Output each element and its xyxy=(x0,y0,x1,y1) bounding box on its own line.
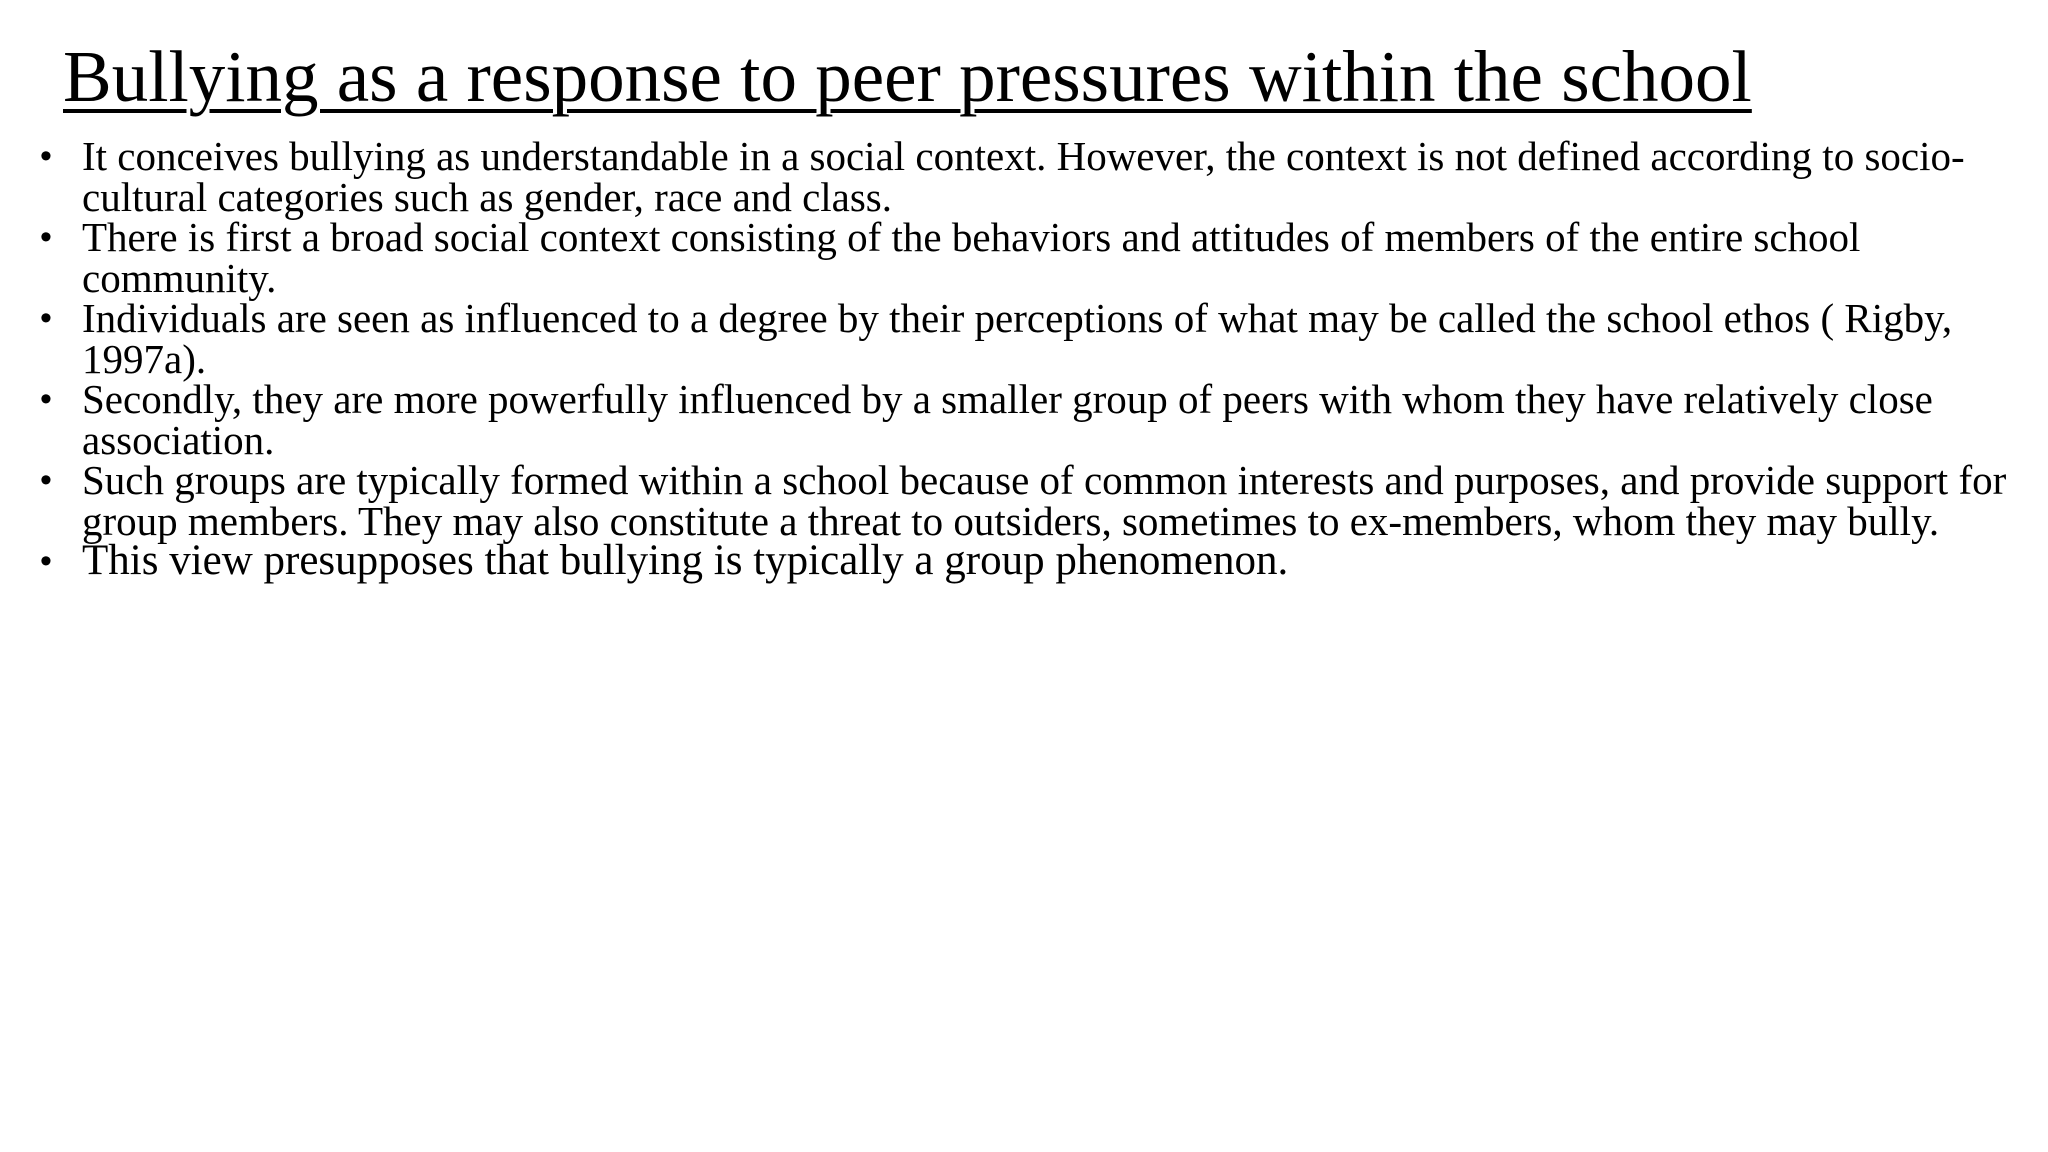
bullet-dot-icon: • xyxy=(40,137,52,175)
bullet-item xyxy=(40,133,2015,220)
bullet-text: There is first a broad social context consisting of the behaviors and attitudes of members of the entire school community. xyxy=(82,214,1861,301)
bullet-item xyxy=(40,376,2015,463)
bullet-item xyxy=(40,537,2015,584)
bullet-item xyxy=(40,295,2015,382)
bullet-item xyxy=(40,457,2015,544)
bullet-text: It conceives bullying as understandable in a social context. However, the context is not defined according to socio-cultural categories such as gender, race and class. xyxy=(82,133,1965,220)
bullet-text: Secondly, they are more powerfully influenced by a smaller group of peers with whom they have relatively close association. xyxy=(82,376,1933,463)
bullet-dot-icon: • xyxy=(40,380,52,418)
bullet-dot-icon: • xyxy=(40,218,52,256)
bullet-text: Such groups are typically formed within a school because of common interests and purposes, and provide support for group members. They may also constitute a threat to outsiders, sometimes to ex-members, whom they may bully. xyxy=(82,457,2007,544)
bullet-dot-icon: • xyxy=(40,299,52,337)
slide-title: Bullying as a response to peer pressures within the school xyxy=(63,36,1752,117)
bullet-dot-icon: • xyxy=(40,461,52,499)
bullet-text: Individuals are seen as influenced to a degree by their perceptions of what may be called the school ethos ( Rigby, 1997a). xyxy=(82,295,1953,382)
bullet-item xyxy=(40,214,2015,301)
bullet-list xyxy=(40,133,2015,584)
bullet-dot-icon: • xyxy=(40,542,52,580)
bullet-text: This view presupposes that bullying is typically a group phenomenon. xyxy=(82,537,1289,584)
